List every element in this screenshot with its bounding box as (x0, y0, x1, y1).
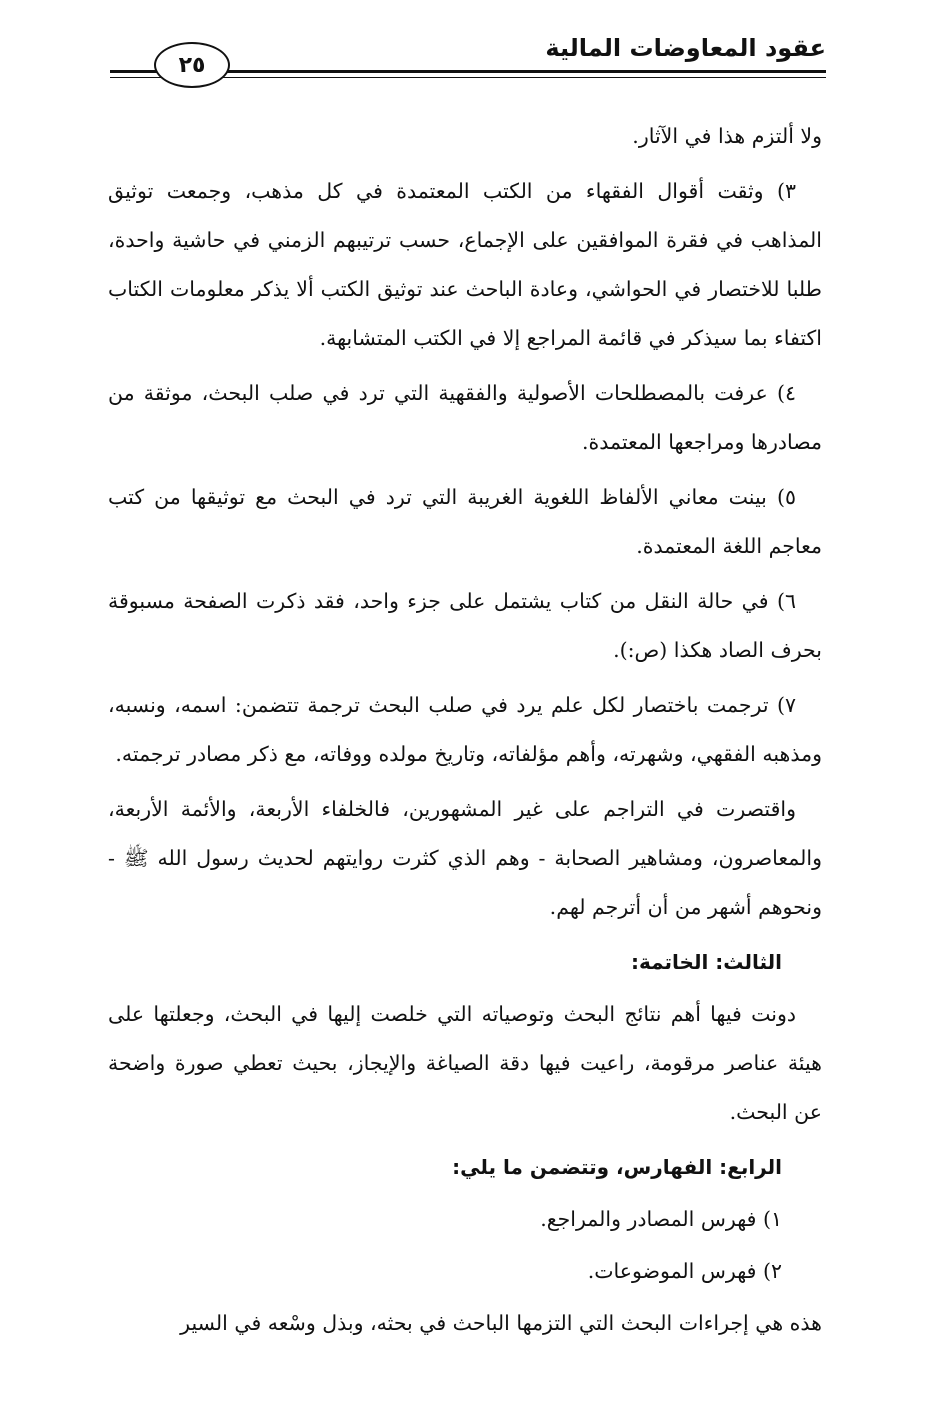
paragraph-item-3: ٣) وثقت أقوال الفقهاء من الكتب المعتمدة في كل مذهب، وجمعت توثيق المذاهب في فقرة الموافقين على الإجماع، حسب ترتيبهم الزمني في حاشية واحدة، طلبا للاختصار في الحواشي، وعادة الباحث عند توثيق الكتب ألا يذكر معلومات الكتاب اكتفاء بما سيذكر في قائمة المراجع إلا في الكتب المتشابهة. (108, 179, 822, 350)
section-heading-indexes: الرابع: الفهارس، وتتضمن ما يلي: (452, 1155, 782, 1179)
paragraph-conclusion: دونت فيها أهم نتائج البحث وتوصياته التي خلصت إليها في البحث، وجعلتها على هيئة عناصر مرقومة، راعيت فيها دقة الصياغة والإيجاز، بحيث تعطي صورة واضحة عن البحث. (108, 1002, 822, 1124)
paragraph-biographies: واقتصرت في التراجم على غير المشهورين، فالخلفاء الأربعة، والأئمة الأربعة، والمعاصرون، ومشاهير الصحابة - وهم الذي كثرت روايتهم لحديث رسول الله ﷺ - ونحوهم أشهر من أن أترجم لهم. (108, 797, 822, 919)
page-body (108, 112, 822, 1354)
paragraph-item-6: ٦) في حالة النقل من كتاب يشتمل على جزء واحد، فقد ذكرت الصفحة مسبوقة بحرف الصاد هكذا (ص:). (108, 589, 822, 662)
index-item-sources: ١) فهرس المصادر والمراجع. (540, 1207, 782, 1231)
paragraph-closing: هذه هي إجراءات البحث التي التزمها الباحث في بحثه، وبذل وسْعه في السير (180, 1311, 822, 1335)
book-title: عقود المعاوضات المالية (545, 34, 826, 62)
page-number: ٢٥ (178, 52, 206, 78)
page-number-frame (154, 42, 230, 88)
page-header (110, 28, 826, 88)
paragraph-item-5: ٥) بينت معاني الألفاظ اللغوية الغريبة التي ترد في البحث مع توثيقها من كتب معاجم اللغة المعتمدة. (108, 485, 822, 558)
index-item-topics: ٢) فهرس الموضوعات. (587, 1259, 782, 1283)
paragraph-item-4: ٤) عرفت بالمصطلحات الأصولية والفقهية التي ترد في صلب البحث، موثقة من مصادرها ومراجعها المعتمدة. (108, 381, 822, 454)
paragraph-item-7: ٧) ترجمت باختصار لكل علم يرد في صلب البحث ترجمة تتضمن: اسمه، ونسبه، ومذهبه الفقهي، وشهرته، وأهم مؤلفاته، وتاريخ مولده ووفاته، مع ذكر مصادر ترجمته. (108, 693, 822, 766)
paragraph-athar: ولا ألتزم هذا في الآثار. (632, 124, 822, 148)
section-heading-conclusion: الثالث: الخاتمة: (630, 950, 782, 974)
